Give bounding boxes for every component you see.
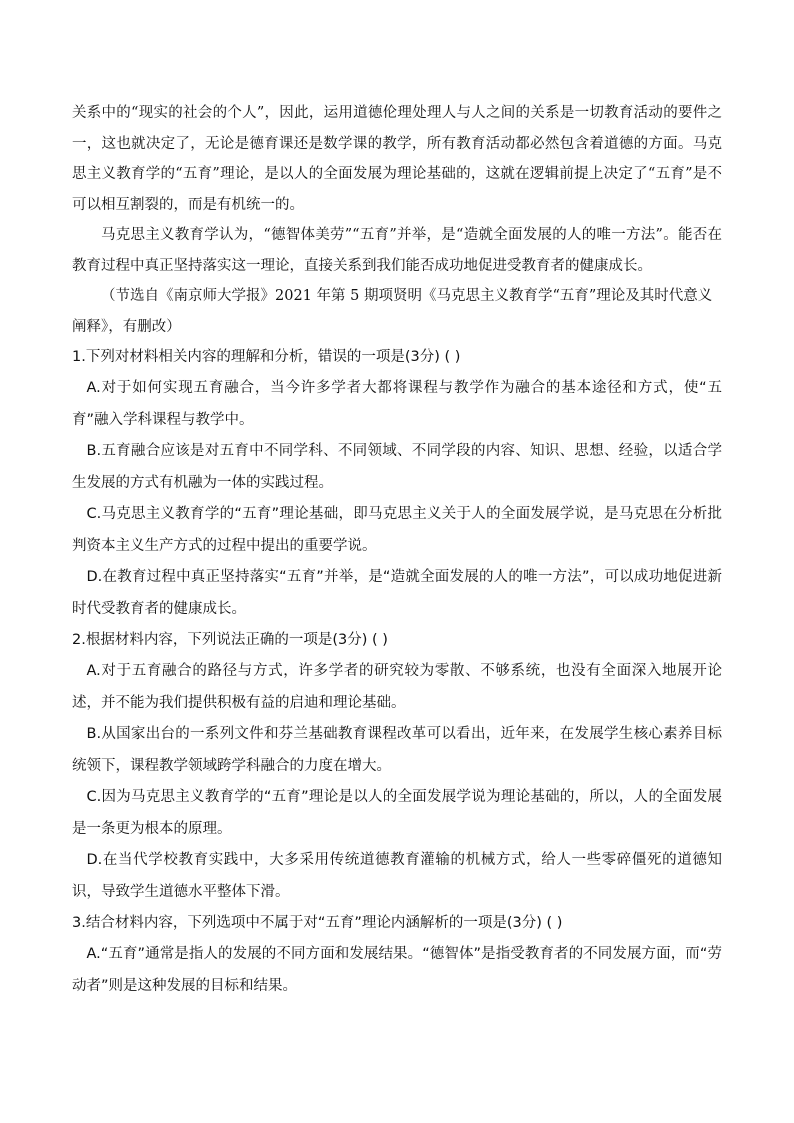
question-stem: 2.根据材料内容，下列说法正确的一项是(3分) ( ) bbox=[72, 632, 388, 648]
passage-paragraph-1: 关系中的“现实的社会的个人”，因此，运用道德伦理处理人与人之间的关系是一切教育活动的要件之一，这也就决定了，无论是德育课还是数学课的教学，所有教育活动都必然包含着道德的方面。马克思主义教育学的“五育”理论，是以人的全面发展为理论基础的，这就在逻辑前提上决定了“五育”是不可以相互割裂的，而是有机统一的。 bbox=[72, 105, 722, 213]
question-stem: 3.结合材料内容，下列选项中不属于对“五育”理论内涵解析的一项是(3分) ( ) bbox=[72, 915, 563, 931]
passage-source: （节选自《南京师大学报》2021 年第 5 期项贤明《马克思主义教育学“五育”理论及其时代意义阐释》，有删改） bbox=[72, 288, 713, 335]
option-d: D.在教育过程中真正坚持落实“五育”并举，是“造就全面发展的人的唯一方法”，可以成功地促进新时代受教育者的健康成长。 bbox=[72, 569, 722, 617]
option-b: B.五育融合应该是对五育中不同学科、不同领域、不同学段的内容、知识、思想、经验，以适合学生发展的方式有机融为一体的实践过程。 bbox=[72, 443, 722, 491]
option-c: C.因为马克思主义教育学的“五育”理论是以人的全面发展学说为理论基础的，所以，人的全面发展是一条更为根本的原理。 bbox=[72, 789, 722, 837]
exam-page bbox=[72, 98, 722, 1002]
question-stem: 1.下列对材料相关内容的理解和分析，错误的一项是(3分) ( ) bbox=[72, 349, 461, 365]
option-c: C.马克思主义教育学的“五育”理论基础，即马克思主义关于人的全面发展学说，是马克思在分析批判资本主义生产方式的过程中提出的重要学说。 bbox=[72, 506, 722, 554]
question-2 bbox=[72, 625, 722, 908]
passage-paragraph-2: 马克思主义教育学认为，“德智体美劳”“五育”并举，是“造就全面发展的人的唯一方法”。能否在教育过程中真正坚持落实这一理论，直接关系到我们能否成功地促进受教育者的健康成长。 bbox=[72, 227, 722, 274]
option-d: D.在当代学校教育实践中，大多采用传统道德教育灌输的机械方式，给人一些零碎僵死的道德知识，导致学生道德水平整体下滑。 bbox=[72, 852, 722, 900]
option-b: B.从国家出台的一系列文件和芬兰基础教育课程改革可以看出，近年来，在发展学生核心素养目标统领下，课程教学领域跨学科融合的力度在增大。 bbox=[72, 726, 722, 774]
question-3 bbox=[72, 908, 722, 1002]
option-a: A.对于如何实现五育融合，当今许多学者大都将课程与教学作为融合的基本途径和方式，使“五育”融入学科课程与教学中。 bbox=[72, 380, 722, 428]
question-1 bbox=[72, 342, 722, 625]
option-a: A.对于五育融合的路径与方式，许多学者的研究较为零散、不够系统，也没有全面深入地展开论述，并不能为我们提供积极有益的启迪和理论基础。 bbox=[72, 663, 722, 711]
option-a: A.“五育”通常是指人的发展的不同方面和发展结果。“德智体”是指受教育者的不同发展方面，而“劳动者”则是这种发展的目标和结果。 bbox=[72, 946, 722, 994]
